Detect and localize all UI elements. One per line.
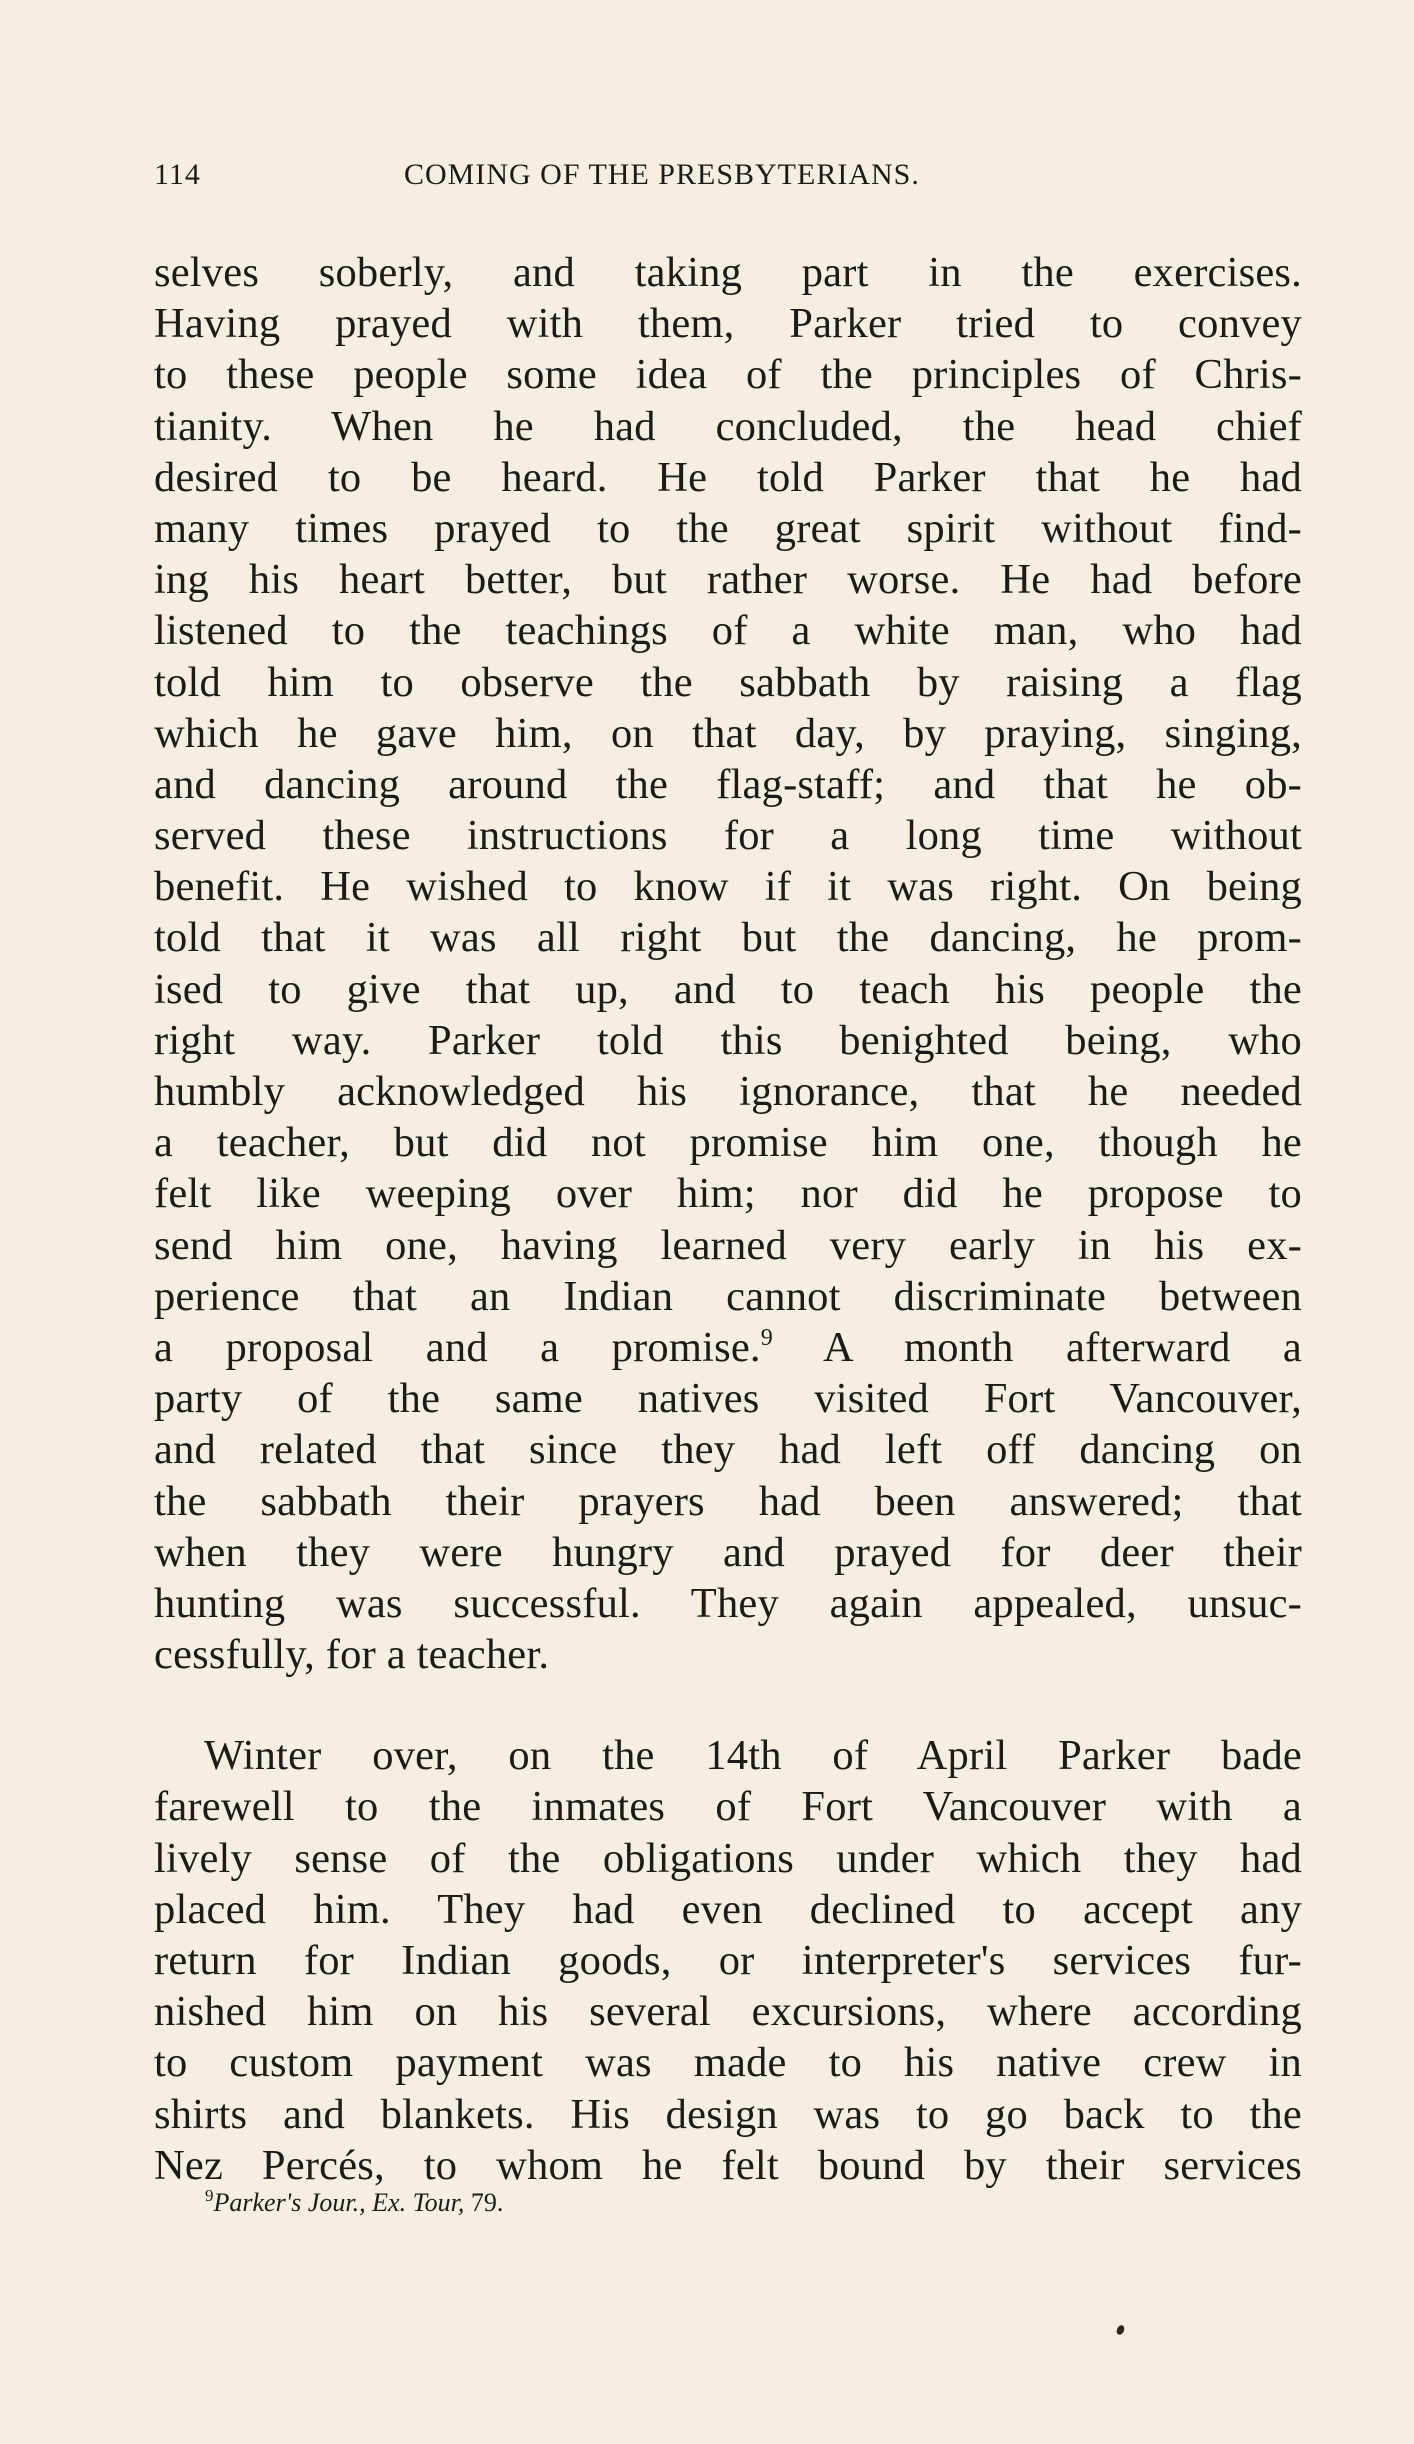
text-segment: a proposal and a promise. [154,1323,761,1371]
text-line: and dancing around the flag-staff; and that he ob- [154,760,1302,808]
text-segment: A month afterward a [772,1323,1302,1371]
footnote-source: Parker's Jour., Ex. Tour, [213,2188,465,2217]
text-line: right way. Parker told this benighted being, who [154,1016,1302,1064]
text-line: many times prayed to the great spirit without find- [154,504,1302,552]
text-line: told that it was all right but the dancing, he prom- [154,914,1302,962]
text-line: to these people some idea of the principles of Chris- [154,351,1302,399]
page-number: 114 [154,158,201,191]
text-line: tianity. When he had concluded, the head chief [154,402,1302,450]
text-line: Having prayed with them, Parker tried to convey [154,300,1302,348]
text-line: perience that an Indian cannot discriminate between [154,1272,1302,1320]
text-line: a teacher, but did not promise him one, though he [154,1119,1302,1167]
text-line: to custom payment was made to his native crew in [154,2039,1302,2087]
text-line: cessfully, for a teacher. [154,1631,550,1679]
text-line: humbly acknowledged his ignorance, that he needed [154,1068,1302,1115]
body-text [154,247,1302,2191]
text-line: Nez Percés, to whom he felt bound by their services [154,2141,1302,2189]
footnote-page: 79. [464,2188,504,2217]
text-line: party of the same natives visited Fort Vancouver, [154,1375,1302,1423]
text-line: selves soberly, and taking part in the exercises. [154,249,1302,296]
text-line: nished him on his several excursions, where according [154,1988,1302,2036]
text-line-with-footnote-ref [154,1322,1302,1373]
text-line: lively sense of the obligations under which they had [154,1834,1302,1882]
text-line: benefit. He wished to know if it was right. On being [154,863,1302,911]
running-title: COMING OF THE PRESBYTERIANS. [404,158,920,191]
paragraph-2 [154,1730,1302,2191]
text-line: return for Indian goods, or interpreter's services fur- [154,1937,1302,1984]
footnote [205,2186,503,2218]
text-line: the sabbath their prayers had been answered; that [154,1477,1302,1525]
text-line: told him to observe the sabbath by raising a flag [154,658,1302,706]
paragraph-1 [154,247,1302,1680]
text-line: Winter over, on the 14th of April Parker bade [204,1732,1302,1780]
text-line: which he gave him, on that day, by praying, singing, [154,709,1302,757]
text-line: and related that since they had left off dancing on [154,1426,1302,1474]
text-line: ised to give that up, and to teach his people the [154,965,1302,1013]
text-line: ing his heart better, but rather worse. He had before [154,556,1302,604]
footnote-mark: 9 [205,2186,214,2205]
footnote-reference: 9 [760,1324,773,1351]
text-line: send him one, having learned very early in his ex- [154,1221,1302,1269]
text-line: when they were hungry and prayed for deer their [154,1528,1302,1576]
text-line: felt like weeping over him; nor did he propose to [154,1170,1302,1218]
running-head [154,158,1304,198]
text-line: served these instructions for a long time without [154,812,1302,860]
text-line: hunting was successful. They again appealed, unsuc- [154,1579,1302,1627]
ink-speck [1115,2324,1126,2336]
text-line: placed him. They had even declined to accept any [154,1885,1302,1933]
paragraph-gap [154,1680,1302,1730]
text-line: shirts and blankets. His design was to go back to the [154,2090,1302,2138]
text-line: listened to the teachings of a white man, who had [154,607,1302,655]
text-line: desired to be heard. He told Parker that he had [154,453,1302,501]
text-line: farewell to the inmates of Fort Vancouver with a [154,1783,1302,1831]
